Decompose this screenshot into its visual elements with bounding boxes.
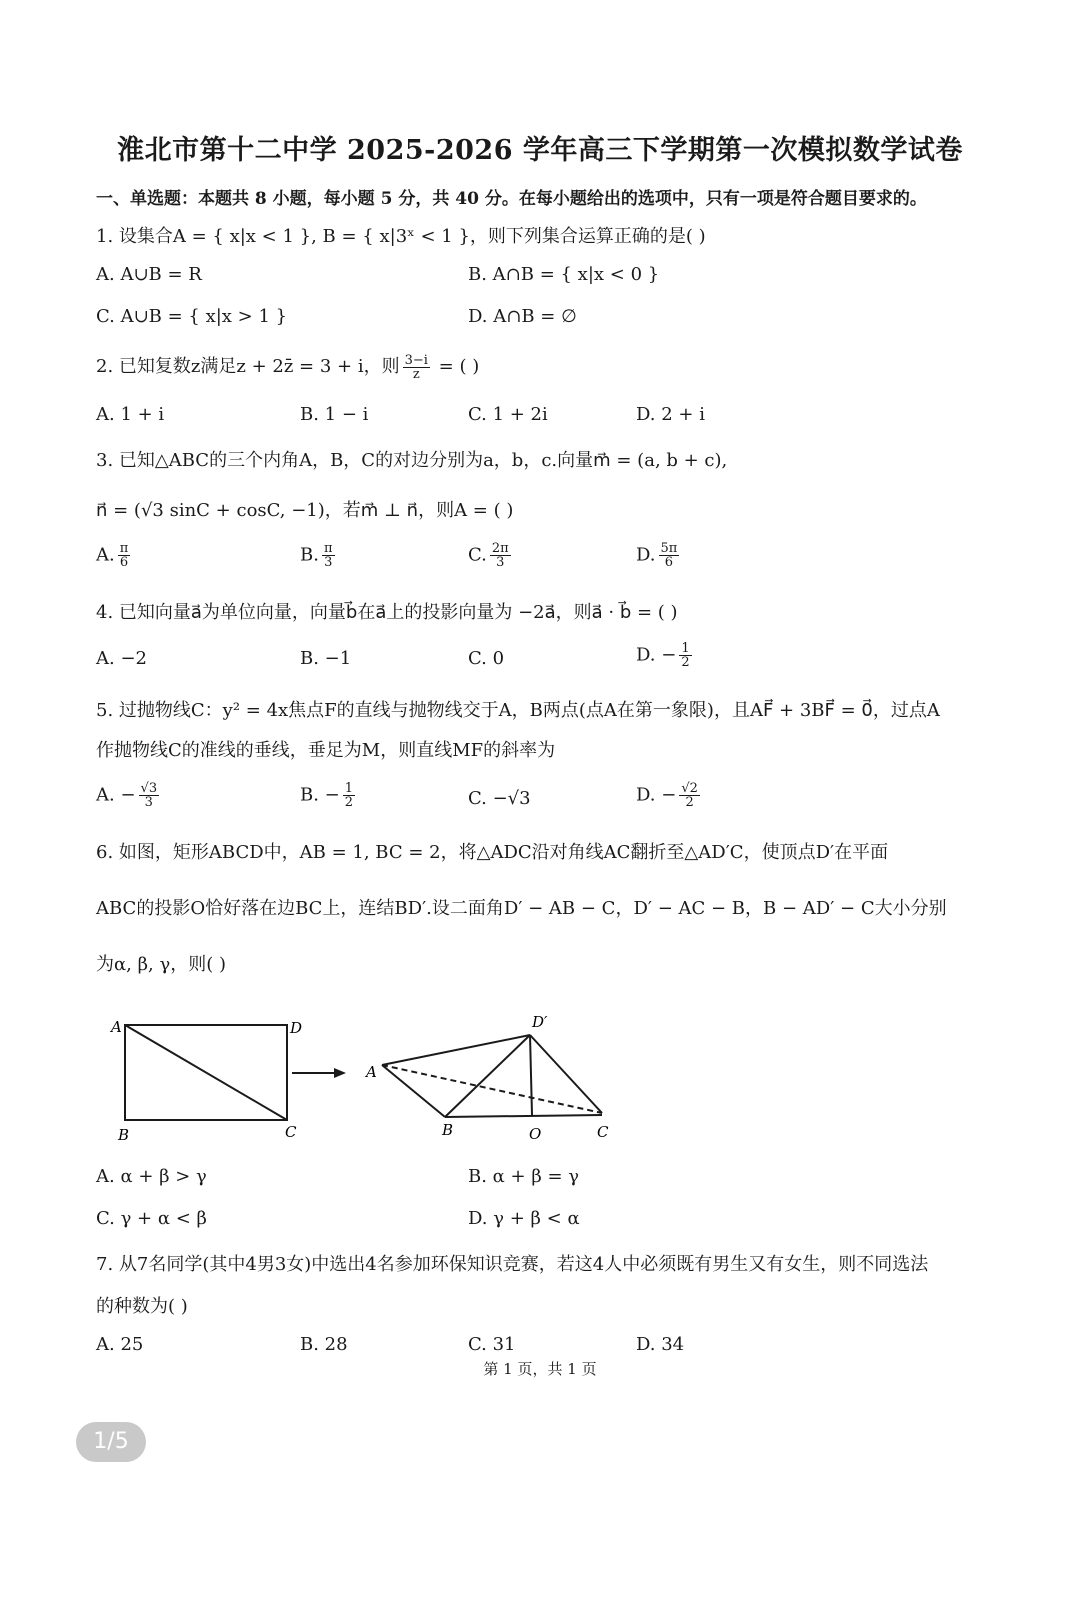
arrow-head bbox=[334, 1068, 346, 1078]
q4-option-b: B. −1 bbox=[300, 648, 352, 669]
q4-d-den: 2 bbox=[681, 655, 690, 670]
q3-option-b bbox=[300, 542, 338, 569]
q5-d-den: 2 bbox=[685, 795, 694, 810]
q7-option-a: A. 25 bbox=[96, 1334, 144, 1355]
edge-bd bbox=[445, 1035, 530, 1117]
page-indicator[interactable]: 1/5 bbox=[76, 1422, 146, 1462]
q6-option-b: B. α + β = γ bbox=[468, 1166, 580, 1187]
question-5-text-line1: 5. 过抛物线C：y² = 4x焦点F的直线与抛物线交于A，B两点(点A在第一象限)，且AF⃗ + 3BF⃗ = 0⃗，过点A bbox=[96, 700, 940, 721]
q2-option-d: D. 2 + i bbox=[636, 404, 705, 425]
q4-option-c: C. 0 bbox=[468, 648, 505, 669]
q3-d-den: 6 bbox=[664, 555, 674, 570]
q3-option-a-frac bbox=[118, 542, 131, 569]
q2-text-b: = ( ) bbox=[432, 356, 480, 377]
q6-option-a: A. α + β > γ bbox=[96, 1166, 207, 1187]
q6-figure bbox=[100, 1005, 640, 1155]
q3-a-den: 6 bbox=[119, 555, 129, 570]
q5-a-den: 3 bbox=[144, 795, 153, 810]
q3-option-d-prefix: D. bbox=[636, 544, 656, 566]
q3-option-c-prefix: C. bbox=[468, 544, 487, 566]
question-6-text-line3: 为α, β, γ，则( ) bbox=[96, 954, 226, 975]
question-5-text-line2: 作抛物线C的准线的垂线，垂足为M，则直线MF的斜率为 bbox=[96, 740, 556, 761]
q7-option-c: C. 31 bbox=[468, 1334, 516, 1355]
question-1-text: 1. 设集合A = { x|x < 1 }, B = { x|3ˣ < 1 }，则下列集合运算正确的是( ) bbox=[96, 226, 706, 247]
page-footer: 第 1 页，共 1 页 bbox=[483, 1360, 597, 1378]
page-title: 淮北市第十二中学 2025-2026 学年高三下学期第一次模拟数学试卷 bbox=[117, 135, 963, 166]
label-b2: B bbox=[442, 1121, 454, 1139]
q4-option-d-frac bbox=[679, 642, 691, 669]
question-3-text-line2: n⃗ = (√3 sinC + cosC, −1)，若m⃗ ⊥ n⃗，则A = ( ) bbox=[96, 500, 514, 521]
label-b: B bbox=[118, 1126, 130, 1144]
q3-option-d bbox=[636, 542, 682, 569]
q3-option-c-frac bbox=[490, 542, 511, 569]
q3-d-num: 5π bbox=[660, 541, 678, 556]
q3-b-den: 3 bbox=[324, 555, 333, 570]
q3-c-num: 2π bbox=[491, 541, 509, 556]
q7-option-d: D. 34 bbox=[636, 1334, 685, 1355]
q1-option-a: A. A∪B = R bbox=[96, 264, 202, 285]
q5-a-num: √3 bbox=[140, 781, 158, 796]
label-d: D bbox=[290, 1019, 303, 1037]
question-2-text bbox=[96, 352, 479, 381]
q3-option-b-frac bbox=[322, 542, 335, 569]
q5-d-frac bbox=[679, 782, 700, 809]
q5-b-num: 1 bbox=[344, 781, 354, 796]
label-a2: A bbox=[366, 1063, 377, 1081]
q1-option-b: B. A∩B = { x|x < 0 } bbox=[468, 264, 660, 285]
q4-d-num: 1 bbox=[681, 641, 690, 656]
q4-option-d bbox=[636, 642, 695, 669]
q6-option-d: D. γ + β < α bbox=[468, 1208, 580, 1229]
q5-a-prefix: A. − bbox=[96, 784, 136, 806]
question-7-text-line2: 的种数为( ) bbox=[96, 1296, 188, 1317]
q5-d-prefix: D. − bbox=[636, 784, 677, 806]
q4-option-a: A. −2 bbox=[96, 648, 147, 669]
question-6-text-line2: ABC的投影O恰好落在边BC上，连结BD′.设二面角D′ − AB − C，D′ − AC − B，B − AD′ − C大小分别 bbox=[96, 898, 947, 919]
q3-c-den: 3 bbox=[496, 555, 505, 570]
edge-dc bbox=[530, 1035, 602, 1113]
q5-b-den: 2 bbox=[344, 795, 354, 810]
q2-option-c: C. 1 + 2i bbox=[468, 404, 548, 425]
q6-option-c: C. γ + α < β bbox=[96, 1208, 207, 1229]
q1-option-d: D. A∩B = ∅ bbox=[468, 306, 577, 327]
diagonal-ac bbox=[125, 1025, 287, 1120]
q3-option-a-prefix: A. bbox=[96, 544, 115, 566]
q2-option-a: A. 1 + i bbox=[96, 404, 165, 425]
q5-a-frac bbox=[139, 782, 160, 809]
q1-option-c: C. A∪B = { x|x > 1 } bbox=[96, 306, 288, 327]
q7-option-b: B. 28 bbox=[300, 1334, 348, 1355]
q2-fraction bbox=[403, 354, 430, 381]
label-c2: C bbox=[597, 1123, 609, 1141]
q5-b-frac bbox=[343, 782, 355, 809]
edge-bc bbox=[445, 1115, 602, 1117]
question-6-text-line1: 6. 如图，矩形ABCD中，AB = 1, BC = 2，将△ADC沿对角线AC翻折至△AD′C，使顶点D′在平面 bbox=[96, 842, 889, 863]
q5-option-a bbox=[96, 782, 162, 809]
q5-option-d bbox=[636, 782, 703, 809]
edge-ad bbox=[382, 1035, 530, 1065]
q5-option-b bbox=[300, 782, 358, 809]
q5-b-prefix: B. − bbox=[300, 784, 340, 806]
q3-a-num: π bbox=[119, 541, 129, 556]
q2-text-a: 2. 已知复数z满足z + 2z̄ = 3 + i，则 bbox=[96, 356, 400, 377]
label-d2: D′ bbox=[532, 1013, 548, 1031]
question-4-text: 4. 已知向量a⃗为单位向量，向量b⃗在a⃗上的投影向量为 −2a⃗，则a⃗ · b⃗ = ( ) bbox=[96, 602, 678, 623]
q2-frac-den: z bbox=[412, 366, 420, 382]
q3-b-num: π bbox=[323, 541, 333, 556]
edge-do bbox=[530, 1035, 532, 1115]
question-3-text-line1: 3. 已知△ABC的三个内角A，B，C的对边分别为a，b，c.向量m⃗ = (a, b + c), bbox=[96, 450, 728, 471]
question-7-text-line1: 7. 从7名同学(其中4男3女)中选出4名参加环保知识竞赛，若这4人中必须既有男生又有女生，则不同选法 bbox=[96, 1254, 929, 1275]
q5-option-c: C. −√3 bbox=[468, 788, 531, 809]
label-o: O bbox=[529, 1125, 542, 1143]
q4-option-d-prefix: D. − bbox=[636, 644, 677, 666]
q3-option-b-prefix: B. bbox=[300, 544, 319, 566]
q2-frac-num: 3−i bbox=[404, 352, 428, 368]
q2-option-b: B. 1 − i bbox=[300, 404, 369, 425]
q3-option-a bbox=[96, 542, 133, 569]
q3-option-d-frac bbox=[659, 542, 680, 569]
section-heading: 一、单选题：本题共 8 小题，每小题 5 分，共 40 分。在每小题给出的选项中，只有一项是符合题目要求的。 bbox=[96, 189, 927, 209]
label-c: C bbox=[285, 1123, 297, 1141]
q5-d-num: √2 bbox=[681, 781, 698, 796]
label-a: A bbox=[111, 1018, 122, 1036]
q3-option-c bbox=[468, 542, 514, 569]
